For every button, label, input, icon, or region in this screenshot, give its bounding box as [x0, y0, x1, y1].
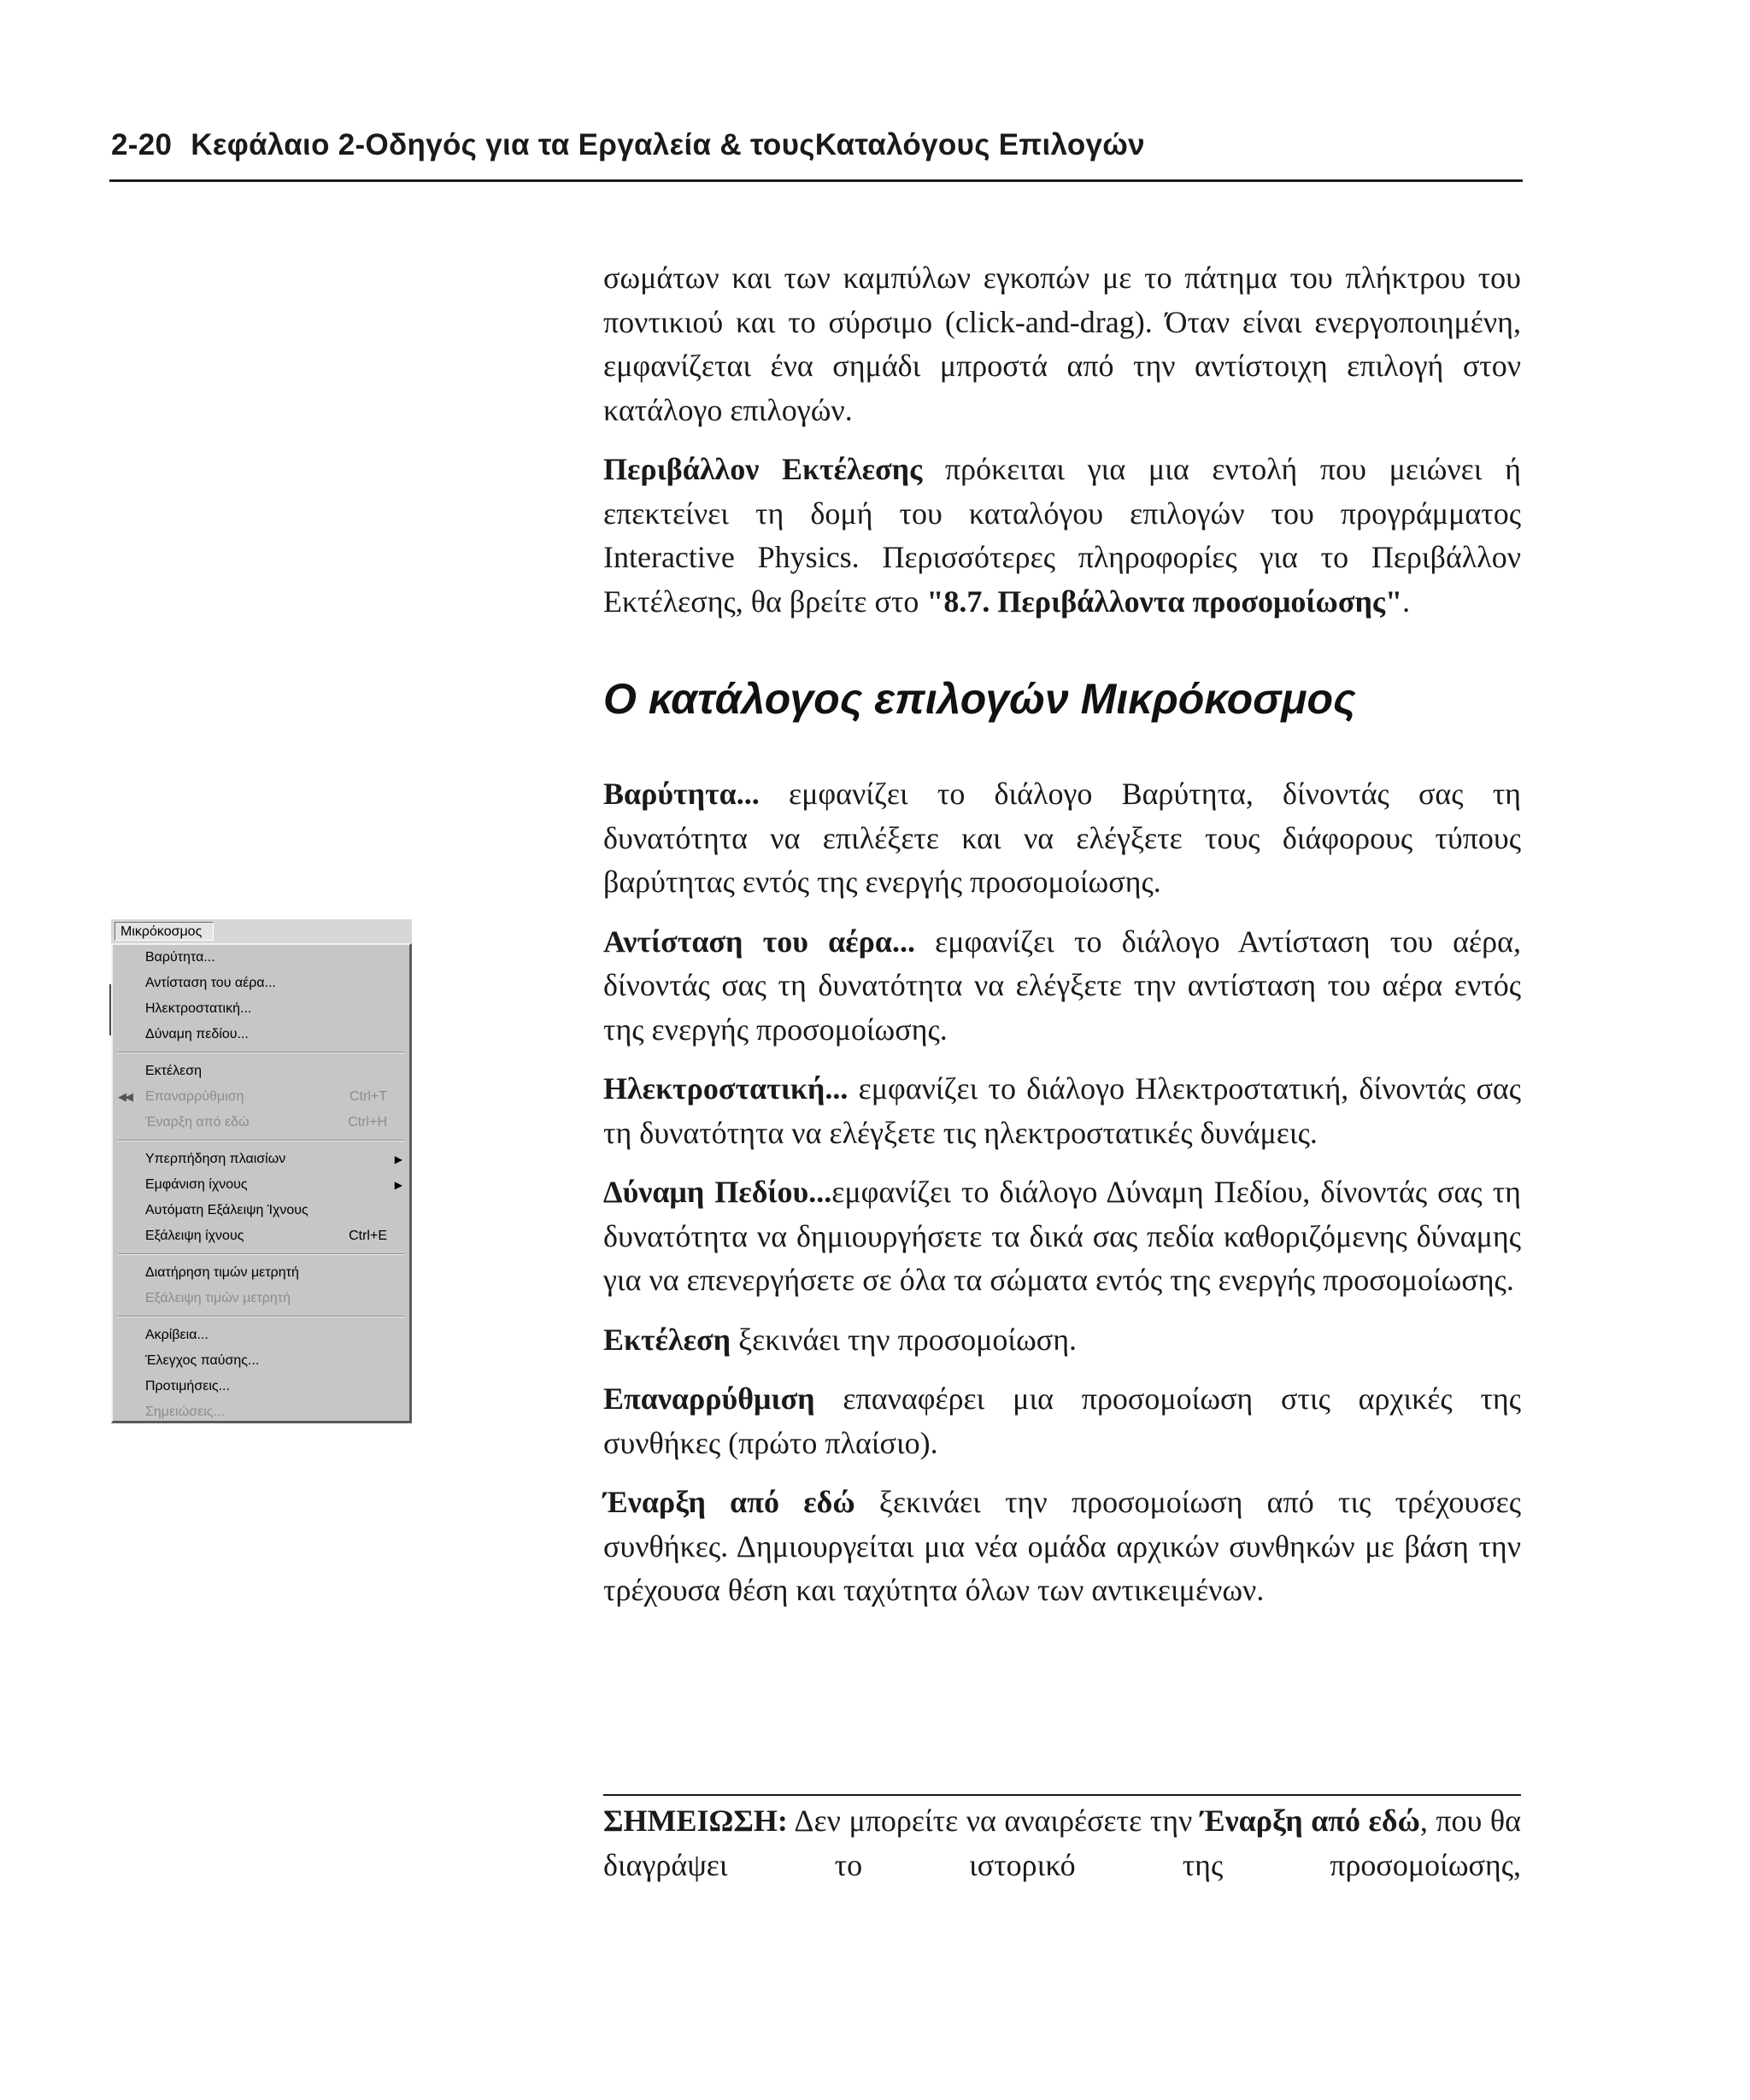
menu-item[interactable] [113, 971, 409, 996]
definition-text: εμφανίζει το διάλογο Ηλεκτροστατική, δίνοντάς σας τη δυνατότητα να ελέγξετε τις ηλεκτροστατικές δυνάμεις. [603, 1071, 1521, 1150]
header-divider [109, 179, 1523, 182]
definition-term: Αντίσταση του αέρα... [603, 924, 915, 959]
term-run-environment: Περιβάλλον Εκτέλεσης [603, 452, 923, 486]
note-divider [603, 1794, 1521, 1796]
menu-item[interactable] [113, 1022, 409, 1047]
menu-item-shortcut: Ctrl+E [349, 1229, 387, 1243]
submenu-arrow-icon: ▶ [394, 1153, 402, 1165]
menu-item-label: Αντίσταση του αέρα... [145, 976, 276, 990]
definition-term: Επαναρρύθμιση [603, 1381, 815, 1416]
menu-item [113, 1286, 409, 1311]
menu-item[interactable] [113, 1059, 409, 1084]
menu-item-label: Προτιμήσεις... [145, 1379, 230, 1393]
menu-item-label: Υπερπήδηση πλαισίων [145, 1152, 286, 1166]
page-header [111, 128, 1521, 162]
menu-separator [118, 1316, 404, 1317]
definition-text: εμφανίζει το διάλογο Βαρύτητα, δίνοντάς σας τη δυνατότητα να επιλέξετε και να ελέγξετε τους διάφορους τύπους βαρύτητας εντός της ενεργής προσομοίωσης. [603, 777, 1521, 899]
definition-text: ξεκινάει την προσομοίωση από τις τρέχουσες συνθήκες. Δημιουργείται μια νέα ομάδα αρχικών συνθηκών με βάση την τρέχουσα θέση και ταχύτητα όλων των αντικειμένων. [603, 1485, 1521, 1607]
menu-item [113, 1110, 409, 1135]
menu-item-label: Ακρίβεια... [145, 1328, 208, 1342]
menu-separator [118, 1052, 404, 1053]
cross-reference: "8.7. Περιβάλλοντα προσομοίωσης" [926, 584, 1403, 619]
menu-item[interactable] [113, 1147, 409, 1172]
menu-item-label: Επαναρρύθμιση [145, 1089, 244, 1104]
definition-text: επαναφέρει μια προσομοίωση στις αρχικές της συνθήκες (πρώτο πλαίσιο). [603, 1381, 1521, 1460]
menu-item-label: Αυτόματη Εξάλειψη Ίχνους [145, 1203, 308, 1217]
menu-item-label: Δύναμη πεδίου... [145, 1027, 249, 1041]
menu-item [113, 1399, 409, 1425]
definition-term: Βαρύτητα... [603, 777, 760, 811]
note-box [603, 1799, 1521, 1887]
menu-item-label: Σημειώσεις... [145, 1405, 225, 1419]
menu-item-label: Έλεγχος παύσης... [145, 1353, 260, 1368]
definition-term: Ηλεκτροστατική... [603, 1071, 849, 1106]
intro-text: πρόκειται για μια εντολή που μειώνει ή επεκτείνει τη δομή του καταλόγου επιλογών του προγράμματος Interactive Physics. Περισσότερες πληροφορίες για το Περιβάλλον Εκτέλεσης, θα βρείτε στο [603, 452, 1521, 619]
chapter-title: Κεφάλαιο 2-Οδηγός για τα Εργαλεία & τουςΚαταλόγους Επιλογών [191, 128, 1145, 161]
menu-item[interactable] [113, 1223, 409, 1249]
definition-text: εμφανίζει το διάλογο Δύναμη Πεδίου, δίνοντάς σας τη δυνατότητα να δημιουργήσετε τα δικά σας πεδία καθοριζόμενης δύναμης για να επενεργήσετε σε όλα τα σώματα εντός της ενεργής προσομοίωσης. [603, 1175, 1521, 1297]
intro-end: . [1402, 584, 1411, 619]
menu-item[interactable] [113, 1348, 409, 1374]
menu-item[interactable] [113, 1260, 409, 1286]
menu-separator [118, 1140, 404, 1141]
menu-item-label: Διατήρηση τιμών μετρητή [145, 1265, 299, 1280]
submenu-arrow-icon: ▶ [394, 1179, 402, 1191]
definition-entry [603, 1318, 1521, 1363]
menu-item-label: Εμφάνιση ίχνους [145, 1177, 248, 1192]
definition-entry [603, 1067, 1521, 1155]
menu-item-label: Βαρύτητα... [145, 950, 215, 965]
menu-entries-list [603, 772, 1521, 1613]
menu-item[interactable] [113, 1374, 409, 1399]
definition-text: εμφανίζει το διάλογο Αντίσταση του αέρα, δίνοντάς σας τη δυνατότητα να ελέγξετε την αντίσταση του αέρα εντός της ενεργής προσομοίωσης. [603, 924, 1521, 1047]
menu-item[interactable] [113, 945, 409, 971]
section-title: Ο κατάλογος επιλογών Μικρόκοσμος [603, 675, 1356, 723]
main-content [603, 256, 1521, 1628]
definition-entry [603, 772, 1521, 905]
definition-entry [603, 1481, 1521, 1613]
menu-item-shortcut: Ctrl+T [349, 1089, 387, 1104]
definition-entry [603, 920, 1521, 1053]
note-bold-term: Έναρξη από εδώ [1200, 1804, 1420, 1838]
menu-dropdown [111, 943, 412, 1423]
rewind-icon: ◀◀ [118, 1090, 132, 1103]
definition-term: Δύναμη Πεδίου... [603, 1175, 832, 1209]
definition-term: Εκτέλεση [603, 1322, 731, 1357]
menu-item-label: Εκτέλεση [145, 1064, 203, 1078]
definition-entry [603, 1377, 1521, 1465]
menu-item-label: Ηλεκτροστατική... [145, 1001, 252, 1016]
menu-item[interactable] [113, 1198, 409, 1223]
menu-title[interactable]: Μικρόκοσμος [115, 922, 214, 941]
note-text-2: , που θα διαγράψει το ιστορικό της προσομοίωσης, [603, 1804, 1521, 1882]
menu-item-label: Εξάλειψη τιμών μετρητή [145, 1291, 291, 1305]
menu-item [113, 1084, 409, 1110]
menu-item[interactable] [113, 1172, 409, 1198]
menu-item[interactable] [113, 996, 409, 1022]
menu-item-shortcut: Ctrl+H [348, 1115, 387, 1129]
menu-bar [111, 919, 412, 943]
menu-item[interactable] [113, 1323, 409, 1348]
note-text-1: Δεν μπορείτε να αναιρέσετε την [787, 1804, 1201, 1838]
menu-item-label: Εξάλειψη ίχνους [145, 1229, 244, 1243]
intro-paragraph-1: σωμάτων και των καμπύλων εγκοπών με το πάτημα του πλήκτρου του ποντικιού και το σύρσιμο (click-and-drag). Όταν είναι ενεργοποιημένη, εμφανίζεται ένα σημάδι μπροστά από την αντίστοιχη επιλογή στον κατάλογο επιλογών. [603, 261, 1521, 427]
definition-entry [603, 1170, 1521, 1303]
menu-separator [118, 1253, 404, 1255]
intro-paragraph-2 [603, 448, 1521, 624]
page-number: 2-20 [111, 128, 173, 161]
note-label: ΣΗΜΕΙΩΣΗ: [603, 1804, 788, 1838]
definition-term: Έναρξη από εδώ [603, 1485, 855, 1519]
menu-item-label: Έναρξη από εδώ [145, 1115, 250, 1129]
mikrokosmos-menu-screenshot [111, 919, 412, 1423]
definition-text: ξεκινάει την προσομοίωση. [731, 1322, 1078, 1357]
